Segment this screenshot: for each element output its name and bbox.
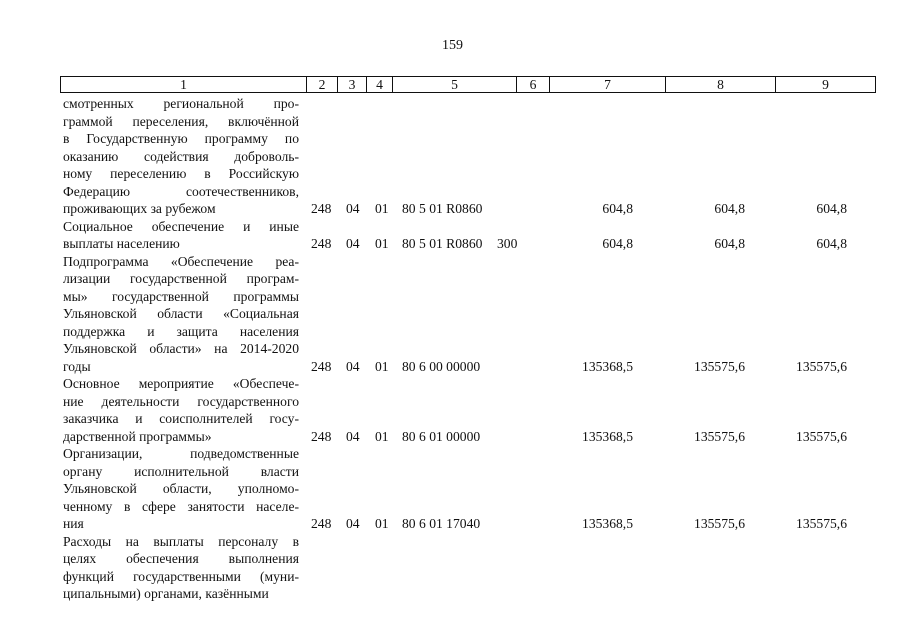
cell-c8: 604,8 bbox=[714, 236, 745, 251]
description-line: Социальное обеспечение и иные bbox=[63, 218, 299, 234]
row-values bbox=[0, 235, 905, 253]
column-header-2: 2 bbox=[307, 77, 338, 93]
description-line: Организации, подведомственные bbox=[63, 446, 299, 461]
description-line: смотренных региональной про- bbox=[63, 96, 299, 111]
description-line: ному переселению в Российскую bbox=[63, 166, 299, 181]
description-line: в Государственную программу по bbox=[63, 131, 299, 146]
description-line: мы» государственной программы bbox=[63, 288, 299, 304]
cell-c5: 80 6 00 00000 bbox=[402, 358, 481, 374]
description-line: целях обеспечения выполнения bbox=[63, 551, 299, 566]
cell-c4: 01 bbox=[375, 236, 389, 251]
row-values bbox=[0, 200, 905, 218]
table-header bbox=[60, 76, 876, 93]
column-header-3: 3 bbox=[338, 77, 367, 93]
cell-c5: 80 5 01 R0860 bbox=[402, 201, 483, 216]
description-line: дарственной программы» bbox=[63, 428, 212, 444]
description-line: проживающих за рубежом bbox=[63, 201, 216, 216]
cell-c9: 604,8 bbox=[816, 236, 847, 251]
description-line: Подпрограмма «Обеспечение реа- bbox=[63, 253, 299, 269]
cell-c7: 135368,5 bbox=[582, 516, 633, 531]
description-line: Ульяновской области, уполномо- bbox=[63, 481, 299, 496]
row-values bbox=[0, 585, 905, 603]
cell-c5: 80 5 01 R0860 bbox=[402, 236, 483, 251]
cell-c8: 135575,6 bbox=[694, 516, 745, 531]
description-line: органу исполнительной власти bbox=[63, 463, 299, 479]
cell-c7: 604,8 bbox=[602, 201, 633, 216]
row-values bbox=[0, 428, 905, 446]
cell-c6: 300 bbox=[497, 236, 518, 251]
description-line: Ульяновской области» на 2014-2020 bbox=[63, 341, 299, 356]
description-line: поддержка и защита населения bbox=[63, 323, 299, 339]
description-line: ние деятельности государственного bbox=[63, 393, 299, 409]
cell-c3: 04 bbox=[346, 428, 360, 444]
description-line: функций государственными (муни- bbox=[63, 568, 299, 584]
cell-c4: 01 bbox=[375, 428, 389, 444]
cell-c4: 01 bbox=[375, 201, 389, 216]
page-number: 159 bbox=[442, 38, 463, 53]
cell-c3: 04 bbox=[346, 201, 360, 216]
cell-c3: 04 bbox=[346, 516, 360, 531]
description-line: ченному в сфере занятости населе- bbox=[63, 498, 299, 514]
cell-c9: 135575,6 bbox=[796, 516, 847, 531]
description-line: лизации государственной програм- bbox=[63, 271, 299, 286]
cell-c7: 135368,5 bbox=[582, 428, 633, 444]
description-line: оказанию содействия доброволь- bbox=[63, 148, 299, 164]
cell-c3: 04 bbox=[346, 358, 360, 374]
description-line: ния bbox=[63, 516, 84, 531]
cell-c2: 248 bbox=[311, 236, 332, 251]
column-header-1: 1 bbox=[61, 77, 307, 93]
column-header-9: 9 bbox=[776, 77, 876, 93]
cell-c8: 604,8 bbox=[714, 201, 745, 216]
column-header-6: 6 bbox=[517, 77, 550, 93]
cell-c2: 248 bbox=[311, 516, 332, 531]
column-header-8: 8 bbox=[666, 77, 776, 93]
cell-c8: 135575,6 bbox=[694, 428, 745, 444]
description-line: годы bbox=[63, 358, 91, 374]
description-line: выплаты населению bbox=[63, 236, 180, 251]
cell-c4: 01 bbox=[375, 516, 389, 531]
cell-c9: 135575,6 bbox=[796, 358, 847, 374]
cell-c9: 604,8 bbox=[816, 201, 847, 216]
cell-c2: 248 bbox=[311, 358, 332, 374]
description-line: Федерацию соотечественников, bbox=[63, 183, 299, 199]
description-line: ципальными) органами, казёнными bbox=[63, 586, 269, 601]
description-line: заказчика и соисполнителей госу- bbox=[63, 411, 299, 426]
cell-c7: 135368,5 bbox=[582, 358, 633, 374]
cell-c4: 01 bbox=[375, 358, 389, 374]
description-line: граммой переселения, включённой bbox=[63, 113, 299, 129]
cell-c9: 135575,6 bbox=[796, 428, 847, 444]
cell-c7: 604,8 bbox=[602, 236, 633, 251]
column-header-5: 5 bbox=[393, 77, 517, 93]
row-values bbox=[0, 515, 905, 533]
description-line: Основное мероприятие «Обеспече- bbox=[63, 376, 299, 391]
row-values bbox=[0, 358, 905, 376]
cell-c5: 80 6 01 00000 bbox=[402, 428, 481, 444]
cell-c5: 80 6 01 17040 bbox=[402, 516, 481, 531]
description-line: Расходы на выплаты персоналу в bbox=[63, 533, 299, 549]
cell-c2: 248 bbox=[311, 428, 332, 444]
description-line: Ульяновской области «Социальная bbox=[63, 306, 299, 321]
column-header-7: 7 bbox=[550, 77, 666, 93]
cell-c2: 248 bbox=[311, 201, 332, 216]
column-header-4: 4 bbox=[367, 77, 393, 93]
cell-c8: 135575,6 bbox=[694, 358, 745, 374]
cell-c3: 04 bbox=[346, 236, 360, 251]
